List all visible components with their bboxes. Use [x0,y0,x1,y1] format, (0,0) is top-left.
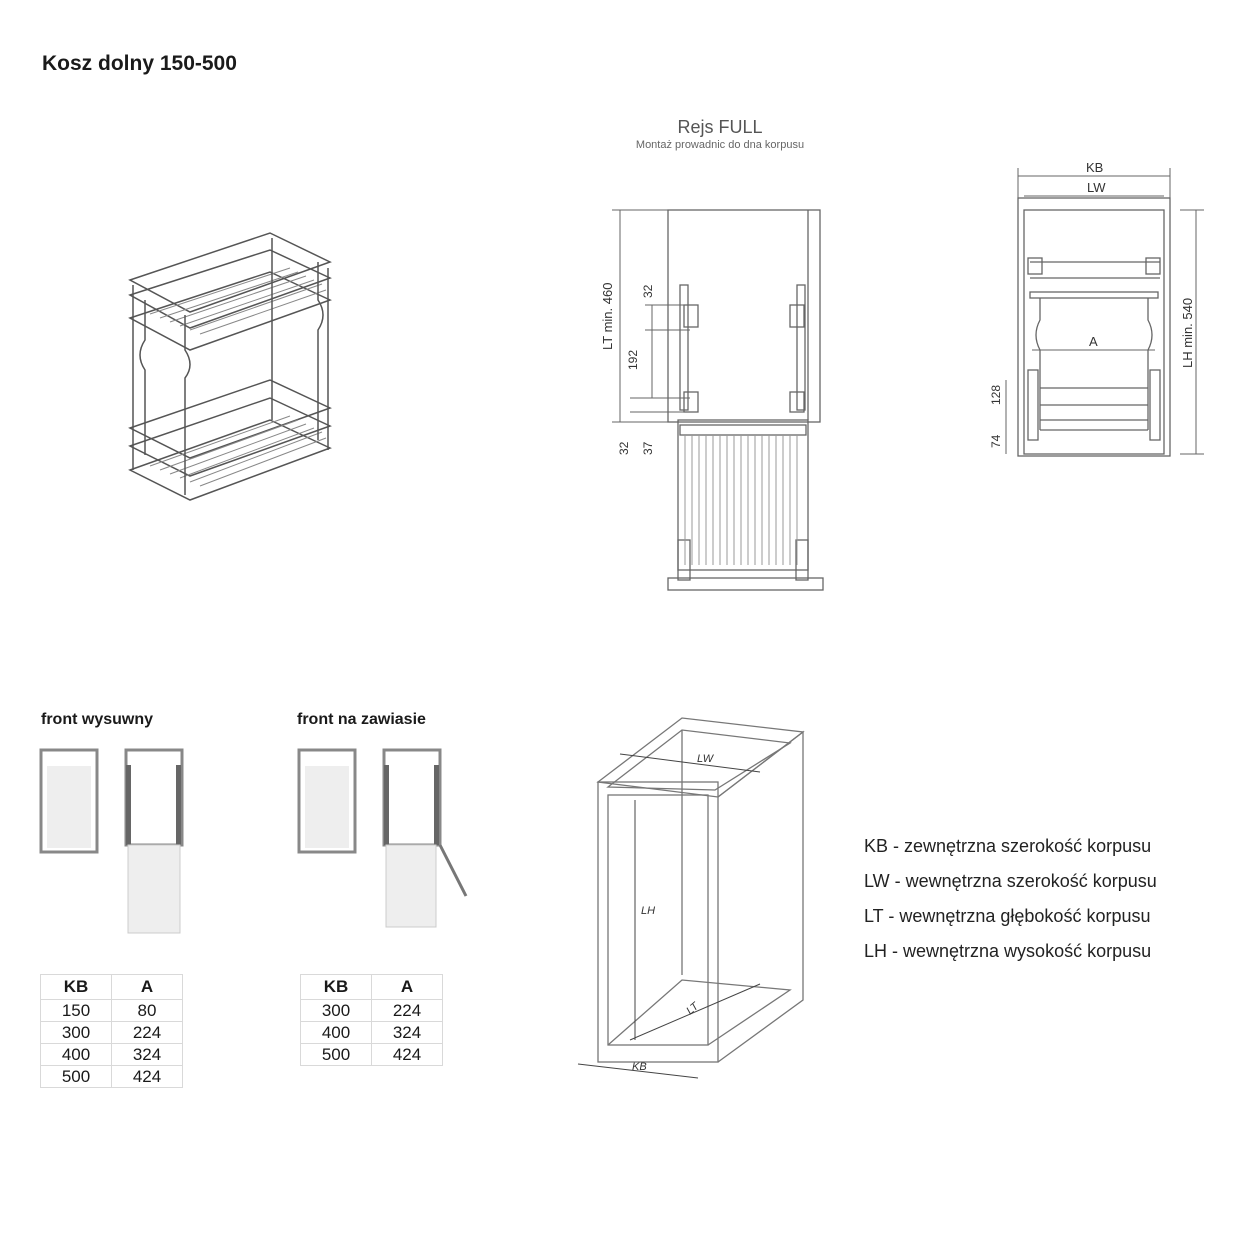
table-cell: 324 [372,1022,443,1044]
table-cell: 324 [112,1044,183,1066]
page-title: Kosz dolny 150-500 [42,52,237,75]
table-header: A [372,975,443,1000]
table-cell: 400 [301,1022,372,1044]
table-header: KB [41,975,112,1000]
table-cell: 500 [41,1066,112,1088]
rejs-subtitle: Montaż prowadnic do dna korpusu [635,139,805,151]
section-front-na-zawiasie: front na zawiasie [297,711,426,728]
dim-32-top: 32 [641,284,655,298]
table-cell: 400 [41,1044,112,1066]
table-cell: 80 [112,1000,183,1022]
lh-min-label: LH min. 540 [1180,297,1195,368]
lw-label-front: LW [1087,180,1106,195]
section-front-wysuwny: front wysuwny [41,711,154,728]
lt-label-cabinet: LT [684,1000,702,1018]
dim-74: 74 [989,434,1003,448]
lw-label-cabinet: LW [697,753,714,765]
dim-37: 37 [641,441,655,455]
dim-128: 128 [989,384,1003,405]
lt-min-label: LT min. 460 [600,282,615,350]
table-header: A [112,975,183,1000]
table-cell: 300 [301,1000,372,1022]
table-header: KB [301,975,372,1000]
lh-label-cabinet: LH [641,905,656,917]
kb-label-cabinet: KB [632,1061,647,1073]
table-cell: 224 [112,1022,183,1044]
a-label-front: A [1089,334,1098,349]
rejs-title: Rejs FULL [677,117,763,137]
table-cell: 424 [372,1044,443,1066]
dim-192: 192 [626,349,640,370]
dim-32-bottom: 32 [617,441,631,455]
kb-label-front: KB [1086,160,1104,175]
table-cell: 424 [112,1066,183,1088]
table-cell: 500 [301,1044,372,1066]
legend-lw: LW - wewnętrzna szerokość korpusu [864,871,1157,891]
legend-lt: LT - wewnętrzna głębokość korpusu [864,906,1151,926]
table-cell: 300 [41,1022,112,1044]
legend-lh: LH - wewnętrzna wysokość korpusu [864,941,1152,961]
table-cell: 150 [41,1000,112,1022]
table-cell: 224 [372,1000,443,1022]
legend-kb: KB - zewnętrzna szerokość korpusu [864,836,1152,856]
